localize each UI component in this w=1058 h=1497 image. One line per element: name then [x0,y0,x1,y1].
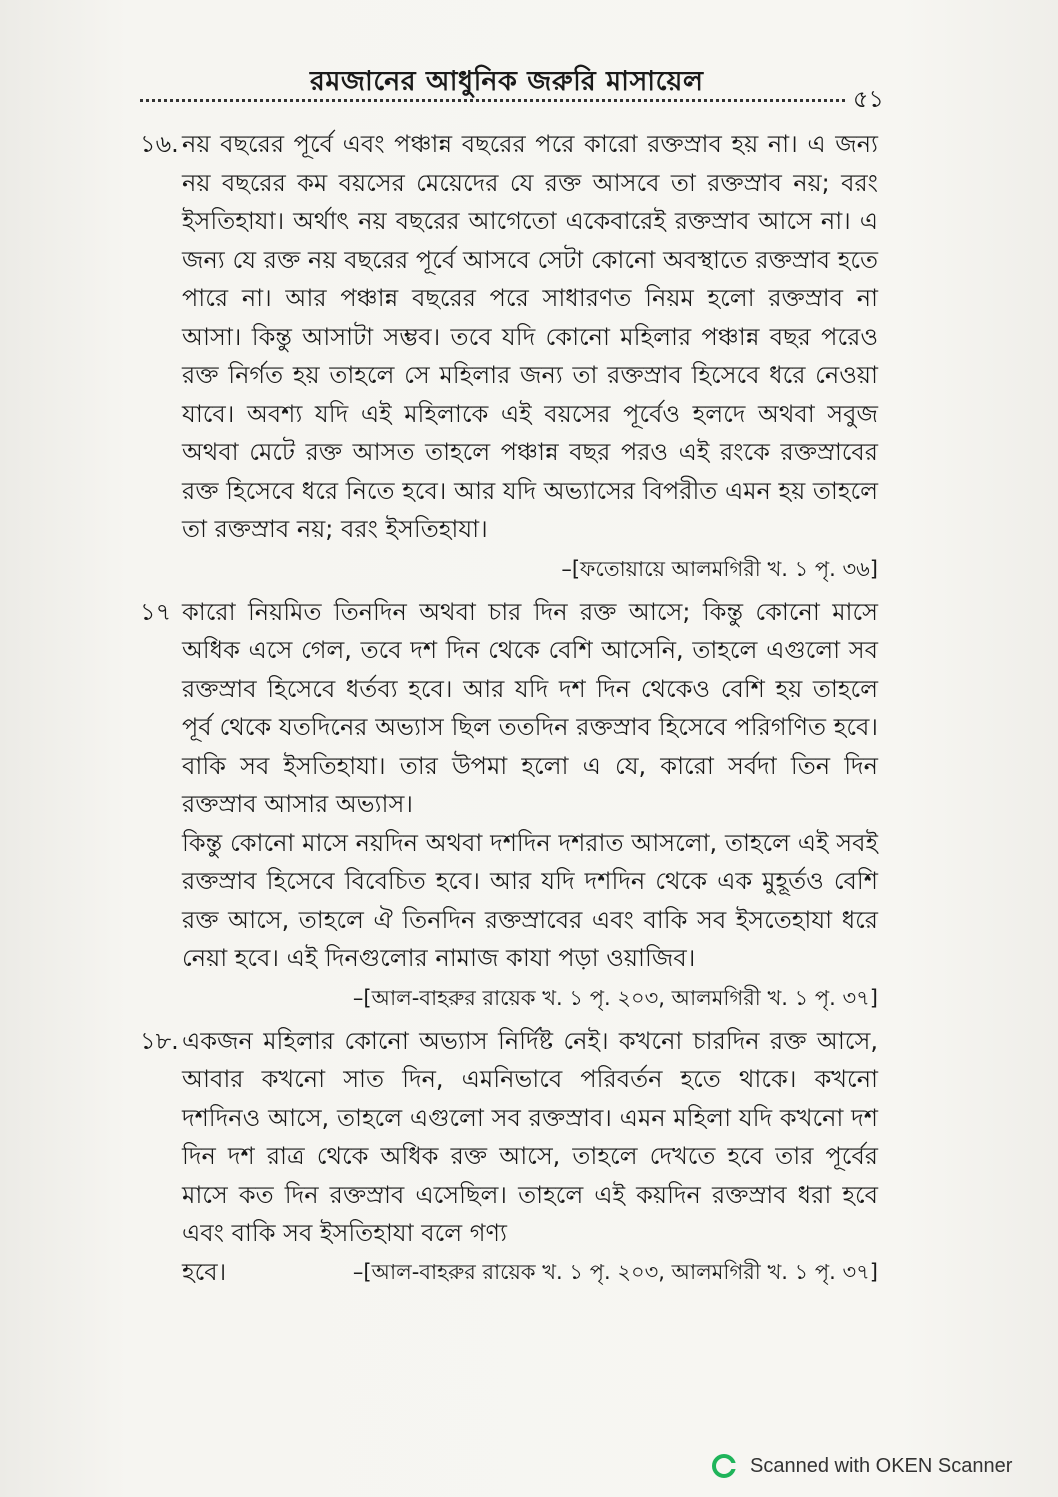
header-divider [140,99,845,102]
item-paragraph: কিন্তু কোনো মাসে নয়দিন অথবা দশদিন দশরাত আসলো, তাহলে এই সবই রক্তস্রাব হিসেবে বিবেচিত হবে। আর যদি দশদিন থেকে এক মুহূর্তও বেশি রক্ত আসে, তাহলে ঐ তিনদিন রক্তস্রাবের এবং বাকি সব ইসতেহাযা ধরে নেয়া হবে। এই দিনগুলোর নামাজ কাযা পড়া ওয়াজিব। [182,828,878,972]
item-number: ১৮. [140,1026,179,1055]
item-number: ১৭ [140,597,172,626]
item-number: ১৬. [140,130,179,158]
reference-citation: –[আল-বাহরুর রায়েক খ. ১ পৃ. ২০৩, আলমগিরী খ. ১ পৃ. ৩৭] [352,985,878,1010]
item-paragraph: একজন মহিলার কোনো অভ্যাস নির্দিষ্ট নেই। কখনো চারদিন রক্ত আসে, আবার কখনো সাত দিন, এমনিভাবে পরিবর্তন হতে থাকে। কখনো দশদিনও আসে, তাহলে এগুলো সব রক্তস্রাব। এমন মহিলা যদি কখনো দশ দিন দশ রাত্র থেকে অধিক রক্ত আসে, তাহলে দেখতে হবে তার পূর্বের মাসে কত দিন রক্তস্রাব এসেছিল। তাহলে এই কয়দিন রক্তস্রাব ধরা হবে এবং বাকি সব ইসতিহাযা বলে গণ্য [182,1026,878,1247]
item-paragraph: নয় বছরের পূর্বে এবং পঞ্চান্ন বছরের পরে কারো রক্তস্রাব হয় না। এ জন্য নয় বছরের কম বয়সের মেয়েদের যে রক্ত আসবে তা রক্তস্রাব নয়; বরং ইসতিহাযা। অর্থাৎ নয় বছরের আগেতো একেবারেই রক্তস্রাব আসে না। এ জন্য যে রক্ত নয় বছরের পূর্বে আসবে সেটা কোনো অবস্থাতে রক্তস্রাব হতে পারে না। আর পঞ্চান্ন বছরের পরে সাধারণত নিয়ম হলো রক্তস্রাব না আসা। কিন্তু আসাটা সম্ভব। তবে যদি কোনো মহিলার পঞ্চান্ন বছর পরেও রক্ত নির্গত হয় তাহলে সে মহিলার জন্য তা রক্তস্রাব হিসেবে ধরে নেওয়া যাবে। অবশ্য যদি এই মহিলাকে এই বয়সের পূর্বেও হলদে অথবা সবুজ অথবা মেটে রক্ত আসত তাহলে পঞ্চান্ন বছর পরও এই রংকে রক্তস্রাবের রক্ত হিসেবে ধরে নিতে হবে। আর যদি অভ্যাসের বিপরীত এমন হয় তাহলে তা রক্তস্রাব নয়; বরং ইসতিহাযা। [182,130,878,543]
running-title: রমজানের আধুনিক জরুরি মাসায়েল [310,66,704,97]
closing-word: হবে। [182,1257,227,1286]
reference-citation: –[আল-বাহরুর রায়েক খ. ১ পৃ. ২০৩, আলমগিরী খ. ১ পৃ. ৩৭] [352,1259,878,1284]
item-closing-line [182,1253,878,1292]
page-header [140,55,884,113]
scanner-watermark-text: Scanned with OKEN Scanner [750,1454,1013,1477]
reference-citation: –[ফতোয়ায়ে আলমগিরী খ. ১ পৃ. ৩৬] [561,556,878,581]
item-paragraph: কারো নিয়মিত তিনদিন অথবা চার দিন রক্ত আসে; কিন্তু কোনো মাসে অধিক এসে গেল, তবে দশ দিন থেকে বেশি আসেনি, তাহলে এগুলো সব রক্তস্রাব হিসেবে ধর্তব্য হবে। আর যদি দশ দিন থেকেও বেশি হয় তাহলে পূর্ব থেকে যতদিনের অভ্যাস ছিল ততদিন রক্তস্রাব হিসেবে পরিগণিত হবে। বাকি সব ইসতিহাযা। তার উপমা হলো এ যে, কারো সর্বদা তিন দিন রক্তস্রাব আসার অভ্যাস। [182,597,878,818]
scanner-watermark [712,1449,1042,1483]
oken-scanner-logo-icon [712,1454,736,1478]
masala-item-18 [140,1022,878,1292]
page-body [140,125,878,1291]
page-number: ৫১ [852,85,884,113]
masala-item-16 [140,125,878,587]
masala-item-17 [140,593,878,1016]
